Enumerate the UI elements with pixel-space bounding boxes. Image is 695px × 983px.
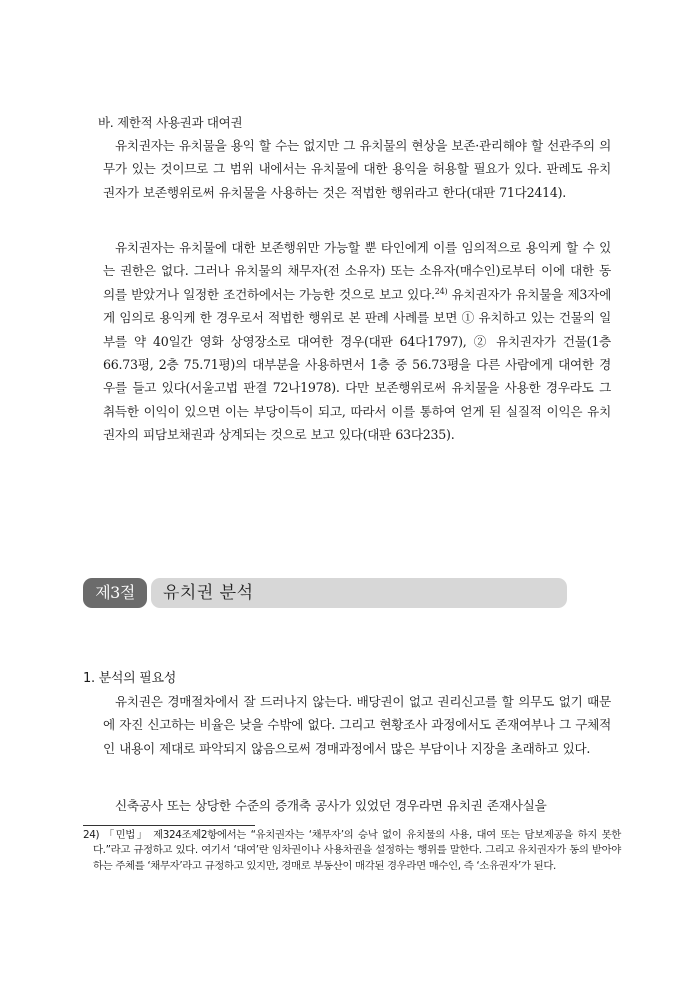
- paragraph-text: 유치권자가 유치물을 제3자에게 임의로 용익케 한 경우로서 적법한 행위로 본 판례 사례를 보면 ① 유치하고 있는 건물의 일부를 약 40일간 영화 상영장소로 대여한 경우(대판 64다1797), ② 유치권자가 건물(1층 66.73평, 2층 75.71평)의 대부분을 사용하면서 1층 중 56.73평을 다른 사람에게 대여한 경우를 들고 있다(서울고법 판결 72나1978). 다만 보존행위로써 유치물을 사용한 경우라도 그 취득한 이익이 있으면 이는 부당이득이 되고, 따라서 이를 통하여 얻게 된 실질적 이익은 유치권자의 피담보채권과 상계되는 것으로 보고 있다(대판 63다235).: [103, 286, 611, 443]
- paragraph-new-construction: 신축공사 또는 상당한 수준의 증개축 공사가 있었던 경우라면 유치권 존재사실을: [115, 798, 547, 813]
- numbered-heading: 1. 분석의 필요성: [83, 671, 177, 686]
- footnote: 24) 「민법」 제324조제2항에서는 “유치권자는 ‘채무자’의 승낙 없이 유치물의 사용, 대여 또는 담보제공을 하지 못한다.”라고 규정하고 있다. 여기서 ‘대여’란 임차권이나 사용차권을 설정하는 행위를 말한다. 그리고 유치권자가 동의 받아야 하는 주체를 ‘채무자’라고 규정하고 있지만, 경매로 부동산이 매각된 경우라면 매수인, 즉 ‘소유권자’가 된다.: [83, 829, 621, 872]
- section-title: 유치권 분석: [151, 578, 567, 608]
- paragraph-analysis-need: 유치권은 경매절차에서 잘 드러나지 않는다. 배당권이 없고 권리신고를 할 의무도 없기 때문에 자진 신고하는 비율은 낮을 수밖에 없다. 그리고 현황조사 과정에서도 존재여부나 그 구체적인 내용이 제대로 파악되지 않음으로써 경매과정에서 많은 부담이나 지장을 초래하고 있다.: [103, 694, 611, 756]
- paragraph-text: 유치권자는 유치물에 대한 보존행위만 가능할 뿐 타인에게 이를 임의적으로 용익케 할 수 있는 권한은 없다. 그러나 유치물의 채무자(전 소유자) 또는 소유자(매수인)로부터 이에 대한 동의를 받았거나 일정한 조건하에서는 가능한 것으로 보고 있다.: [103, 240, 611, 302]
- section-number: 제3절: [83, 578, 147, 608]
- subsection-heading: 바. 제한적 사용권과 대여권: [98, 115, 243, 130]
- paragraph-lending-right: [103, 236, 611, 447]
- footnote-reference: 24): [434, 286, 448, 296]
- footnote-divider: [83, 825, 255, 826]
- paragraph-usage-right: 유치권자는 유치물을 용익 할 수는 없지만 그 유치물의 현상을 보존·관리해야 할 선관주의 의무가 있는 것이므로 그 범위 내에서는 유치물에 대한 용익을 허용할 필요가 있다. 판례도 유치권자가 보존행위로써 유치물을 사용하는 것은 적법한 행위라고 한다(대판 71다2414).: [103, 138, 611, 200]
- section-header: [83, 578, 567, 608]
